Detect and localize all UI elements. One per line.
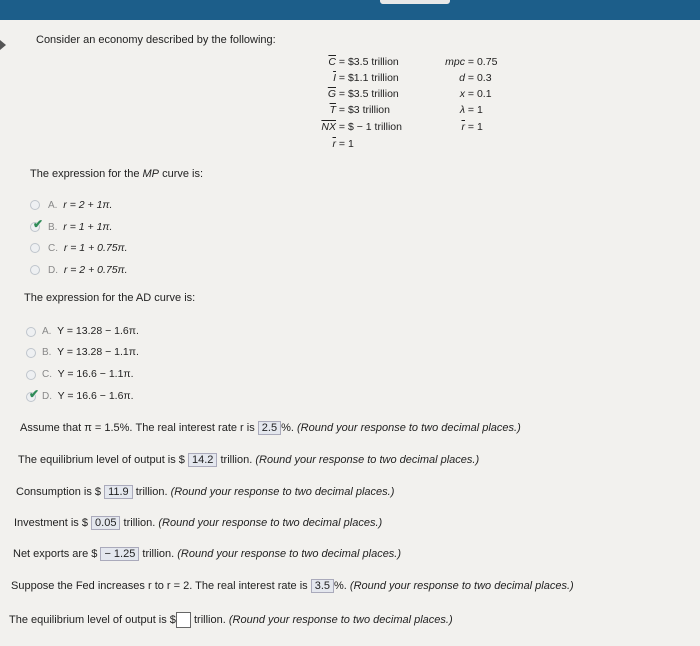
- param-lambda: λ = 1: [459, 104, 483, 116]
- consumption-answer[interactable]: 11.9: [104, 485, 133, 499]
- investment-question: Investment is $ 0.05 trillion. (Round your response to two decimal places.): [14, 517, 383, 529]
- mp-option-a[interactable]: A. r = 2 + 1π.: [48, 199, 113, 211]
- fed-rate-answer[interactable]: 3.5: [311, 579, 334, 593]
- new-output-input[interactable]: [176, 612, 191, 628]
- ad-option-b-radio[interactable]: [26, 348, 36, 358]
- ad-option-c[interactable]: C. Y = 16.6 − 1.1π.: [42, 368, 134, 380]
- param-g: $\overline{G}$ = $3.5 trillion: [327, 88, 399, 100]
- top-bar: [0, 0, 700, 20]
- param-x: x = 0.1: [459, 88, 492, 100]
- net-exports-question: Net exports are $ − 1.25 trillion. (Round your response to two decimal places.): [13, 548, 402, 560]
- fed-rate-question: Suppose the Fed increases r to r = 2. The real interest rate is 3.5 %. (Round your response to two decimal places.): [11, 580, 574, 592]
- param-c: $\overline{C}$ = $3.5 trillion: [328, 56, 399, 68]
- mp-option-b[interactable]: B. r = 1 + 1π.: [48, 221, 113, 233]
- output-answer[interactable]: 14.2: [188, 453, 217, 467]
- param-i: $\overline{I}$ = $1.1 trillion: [333, 72, 399, 84]
- new-output-question: The equilibrium level of output is $ trillion. (Round your response to two decimal places.): [9, 612, 453, 628]
- mp-option-c[interactable]: C. r = 1 + 0.75π.: [48, 242, 128, 254]
- ad-option-c-radio[interactable]: [26, 370, 36, 380]
- expand-arrow-icon[interactable]: [0, 40, 6, 50]
- net-exports-answer[interactable]: − 1.25: [100, 547, 139, 561]
- mp-option-c-radio[interactable]: [30, 243, 40, 253]
- ad-option-b[interactable]: B. Y = 13.28 − 1.1π.: [42, 346, 139, 358]
- param-d: d = 0.3: [459, 72, 492, 84]
- mp-option-d[interactable]: D. r = 2 + 0.75π.: [48, 264, 128, 276]
- correct-check-icon: ✔: [33, 217, 44, 231]
- ad-option-d[interactable]: D. Y = 16.6 − 1.6π.: [42, 390, 134, 402]
- correct-check-icon: ✔: [29, 387, 40, 401]
- param-rbar: $\overline{r} = 1$: [461, 121, 483, 133]
- param-nx: $\overline{NX}$ = $ − 1 trillion: [321, 121, 402, 133]
- output-question: The equilibrium level of output is $ 14.2 trillion. (Round your response to two decimal places.): [18, 454, 480, 466]
- mp-question: The expression for the MP curve is:: [30, 168, 204, 180]
- mp-option-a-radio[interactable]: [30, 200, 40, 210]
- ad-option-a-radio[interactable]: [26, 327, 36, 337]
- investment-answer[interactable]: 0.05: [91, 516, 120, 530]
- ad-option-a[interactable]: A. Y = 13.28 − 1.6π.: [42, 325, 139, 337]
- param-r: $\overline{r} = 1$: [332, 138, 354, 150]
- interest-rate-answer[interactable]: 2.5: [258, 421, 281, 435]
- interest-rate-question: Assume that π = 1.5%. The real interest rate r is 2.5 %. (Round your response to two decimal places.): [20, 422, 521, 434]
- intro-text: Consider an economy described by the following:: [36, 34, 276, 46]
- ad-question: The expression for the AD curve is:: [24, 292, 196, 304]
- param-mpc: mpc = 0.75: [445, 56, 498, 68]
- top-tab: [380, 0, 450, 4]
- mp-option-d-radio[interactable]: [30, 265, 40, 275]
- consumption-question: Consumption is $ 11.9 trillion. (Round your response to two decimal places.): [16, 486, 395, 498]
- param-t: $\overline{T}$ = $3 trillion: [329, 104, 390, 116]
